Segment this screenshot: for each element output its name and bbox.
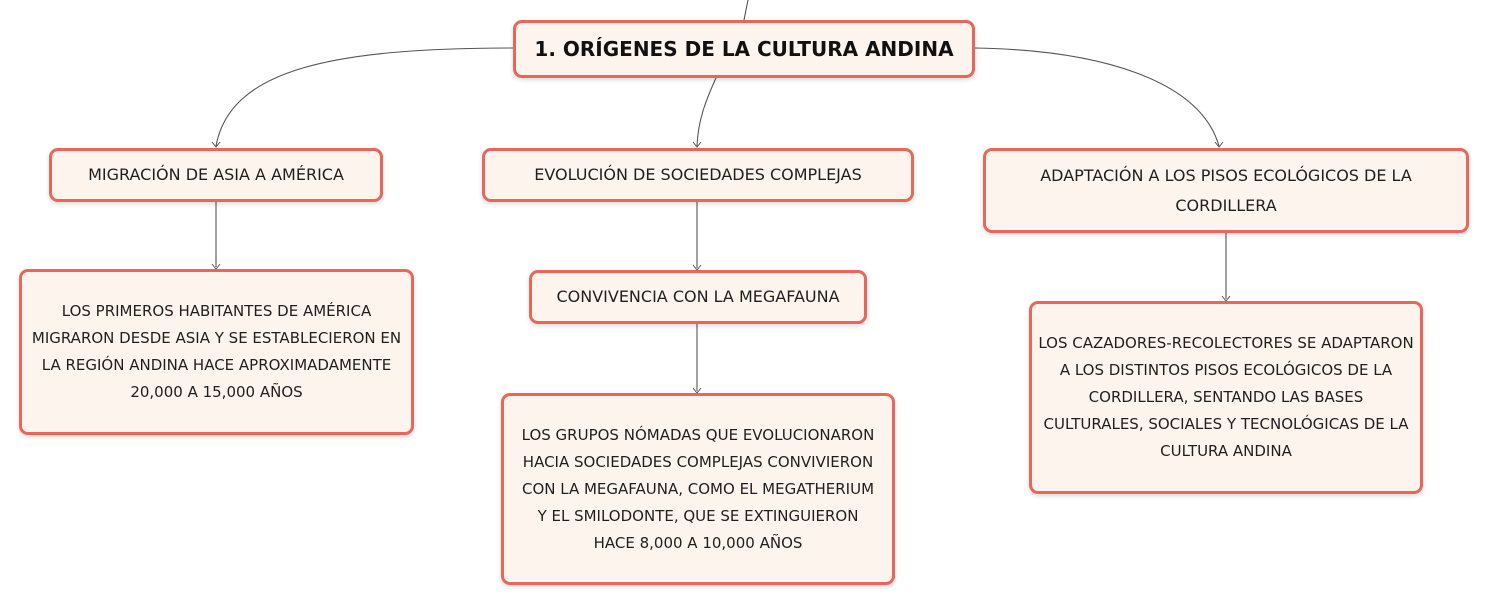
topic-adaptacion-pisos-ecologicos[interactable] [983, 148, 1469, 233]
detail-migracion[interactable] [19, 269, 414, 435]
connector-parent-to-root [744, 0, 748, 20]
root-topic-label: 1. ORÍGENES DE LA CULTURA ANDINA [534, 37, 954, 61]
topic-evolucion-sociedades[interactable] [482, 148, 914, 202]
detail-adaptacion[interactable] [1029, 301, 1423, 494]
subtopic-convivencia-megafauna[interactable] [529, 270, 867, 324]
detail-text: LOS GRUPOS NÓMADAS QUE EVOLUCIONARON HACIA SOCIEDADES COMPLEJAS CONVIVIERON CON LA MEGAFAUNA, COMO EL MEGATHERIUM Y EL SMILODONTE, QUE SE EXTINGUIERON HACE 8,000 A 10,000 AÑOS [521, 425, 875, 552]
detail-text: LOS PRIMEROS HABITANTES DE AMÉRICA MIGRARON DESDE ASIA Y SE ESTABLECIERON EN LA REGIÓN ANDINA HACE APROXIMADAMENTE 20,000 A 15,000 AÑOS [31, 302, 402, 401]
root-topic-origenes[interactable] [513, 20, 975, 78]
detail-text: LOS CAZADORES-RECOLECTORES SE ADAPTARON A LOS DISTINTOS PISOS ECOLÓGICOS DE LA CORDILLERA, SENTANDO LAS BASES CULTURALES, SOCIALES Y TECNOLÓGICAS DE LA CULTURA ANDINA [1038, 334, 1414, 460]
topic-migracion-asia-america[interactable] [49, 148, 383, 202]
topic-label: EVOLUCIÓN DE SOCIEDADES COMPLEJAS [534, 165, 862, 184]
connector-root-to-evolucion [697, 78, 716, 146]
detail-megafauna[interactable] [501, 393, 895, 585]
topic-label: MIGRACIÓN DE ASIA A AMÉRICA [88, 165, 344, 184]
topic-label: ADAPTACIÓN A LOS PISOS ECOLÓGICOS DE LA CORDILLERA [1040, 165, 1412, 215]
connector-root-to-adaptacion [975, 48, 1219, 146]
connector-root-to-migracion [216, 48, 513, 146]
subtopic-label: CONVIVENCIA CON LA MEGAFAUNA [556, 287, 840, 306]
